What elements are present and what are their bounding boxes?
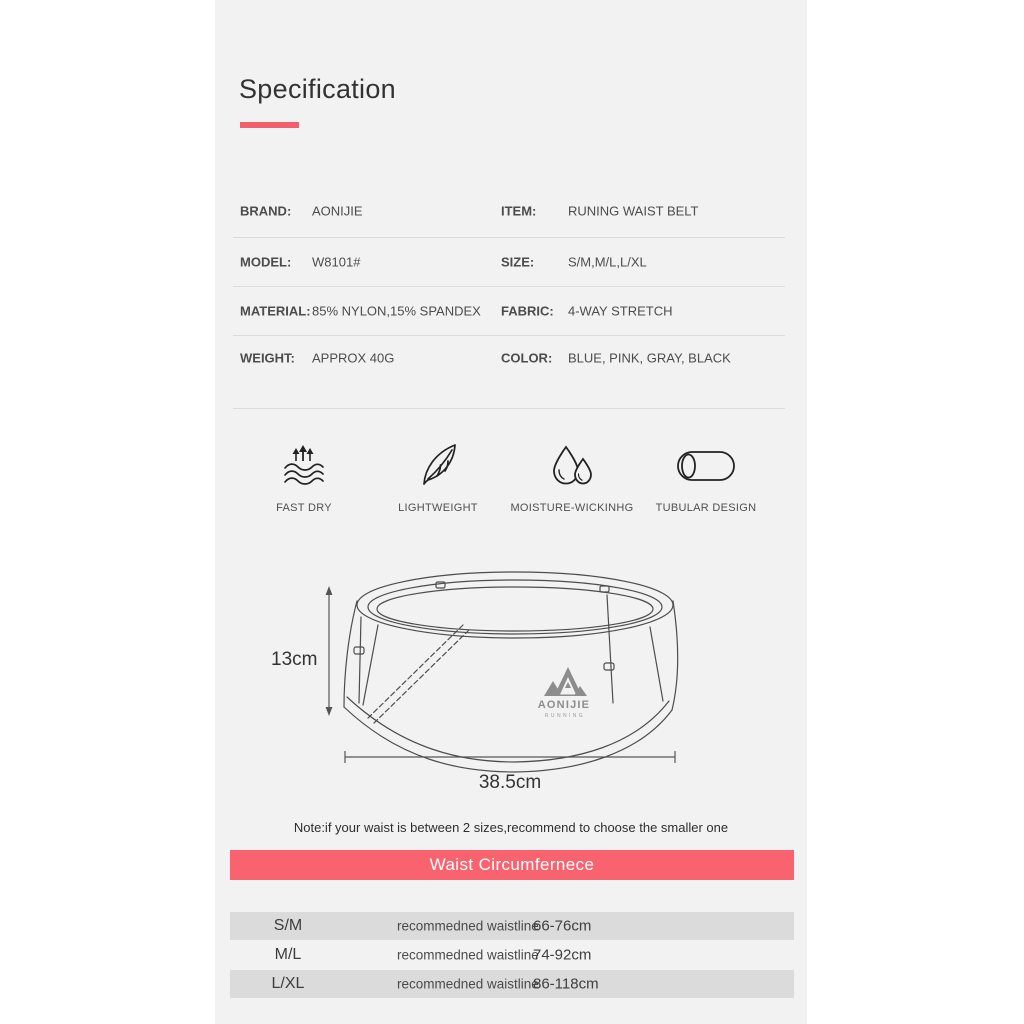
logo-name: AONIJIE (537, 699, 591, 711)
material-label: MATERIAL: (240, 303, 311, 319)
item-label: ITEM: (501, 203, 537, 219)
product-diagram (260, 555, 760, 815)
spec-row-model-size (233, 238, 785, 287)
size-chart-row (230, 912, 794, 940)
spec-row-weight-color (233, 336, 785, 409)
waist-belt-drawing (344, 572, 678, 772)
feature-moisture-wicking (505, 438, 639, 514)
logo-subtitle: RUNNING (544, 713, 586, 719)
waistline-value: 86-118cm (533, 975, 599, 993)
feature-label: TUBULAR DESIGN (655, 502, 757, 514)
color-label: COLOR: (501, 350, 553, 366)
height-dimension-label: 13cm (271, 649, 318, 670)
feather-icon (415, 438, 461, 494)
feature-icons-row (237, 438, 773, 514)
feature-label: FAST DRY (276, 502, 332, 514)
size-name: L/XL (271, 975, 305, 992)
brand-value: AONIJIE (312, 203, 363, 219)
weight-value: APPROX 40G (312, 350, 395, 366)
feature-fast-dry (237, 438, 371, 514)
size-name: M/L (274, 946, 302, 963)
page-title: Specification (239, 74, 396, 104)
size-chart-row (230, 941, 794, 969)
material-value: 85% NYLON,15% SPANDEX (312, 303, 481, 319)
size-chart-row (230, 970, 794, 998)
feature-lightweight (371, 438, 505, 514)
waistline-value: 74-92cm (533, 946, 592, 964)
size-note: Note:if your waist is between 2 sizes,recommend to choose the smaller one (293, 820, 729, 835)
color-value: BLUE, PINK, GRAY, BLACK (568, 350, 731, 366)
feature-tubular-design (639, 438, 773, 514)
width-dimension-label: 38.5cm (478, 772, 542, 793)
fabric-value: 4-WAY STRETCH (568, 303, 673, 319)
waist-circumference-banner: Waist Circumfernece (230, 850, 794, 880)
model-value: W8101# (312, 254, 361, 270)
fast-dry-icon (281, 438, 327, 494)
waistline-label: recommedned waistline (397, 947, 539, 963)
model-label: MODEL: (240, 254, 292, 270)
spec-sheet (215, 0, 807, 1024)
item-value: RUNING WAIST BELT (568, 203, 699, 219)
title-underline (240, 122, 299, 128)
size-name: S/M (273, 917, 303, 934)
aonijie-logo (538, 667, 590, 719)
size-label: SIZE: (501, 254, 535, 270)
feature-label: LIGHTWEIGHT (398, 502, 478, 514)
waistline-value: 66-76cm (533, 917, 592, 935)
water-drops-icon (548, 438, 596, 494)
tube-icon (675, 438, 737, 494)
spec-table (233, 185, 785, 409)
size-value: S/M,M/L,L/XL (568, 254, 647, 270)
spec-row-brand-item (233, 185, 785, 238)
fabric-label: FABRIC: (501, 303, 554, 319)
waistline-label: recommedned waistline (397, 976, 539, 992)
feature-label: MOISTURE-WICKINHG (510, 502, 634, 514)
waistline-label: recommedned waistline (397, 918, 539, 934)
brand-label: BRAND: (240, 203, 292, 219)
spec-row-material-fabric (233, 287, 785, 336)
weight-label: WEIGHT: (240, 350, 295, 366)
